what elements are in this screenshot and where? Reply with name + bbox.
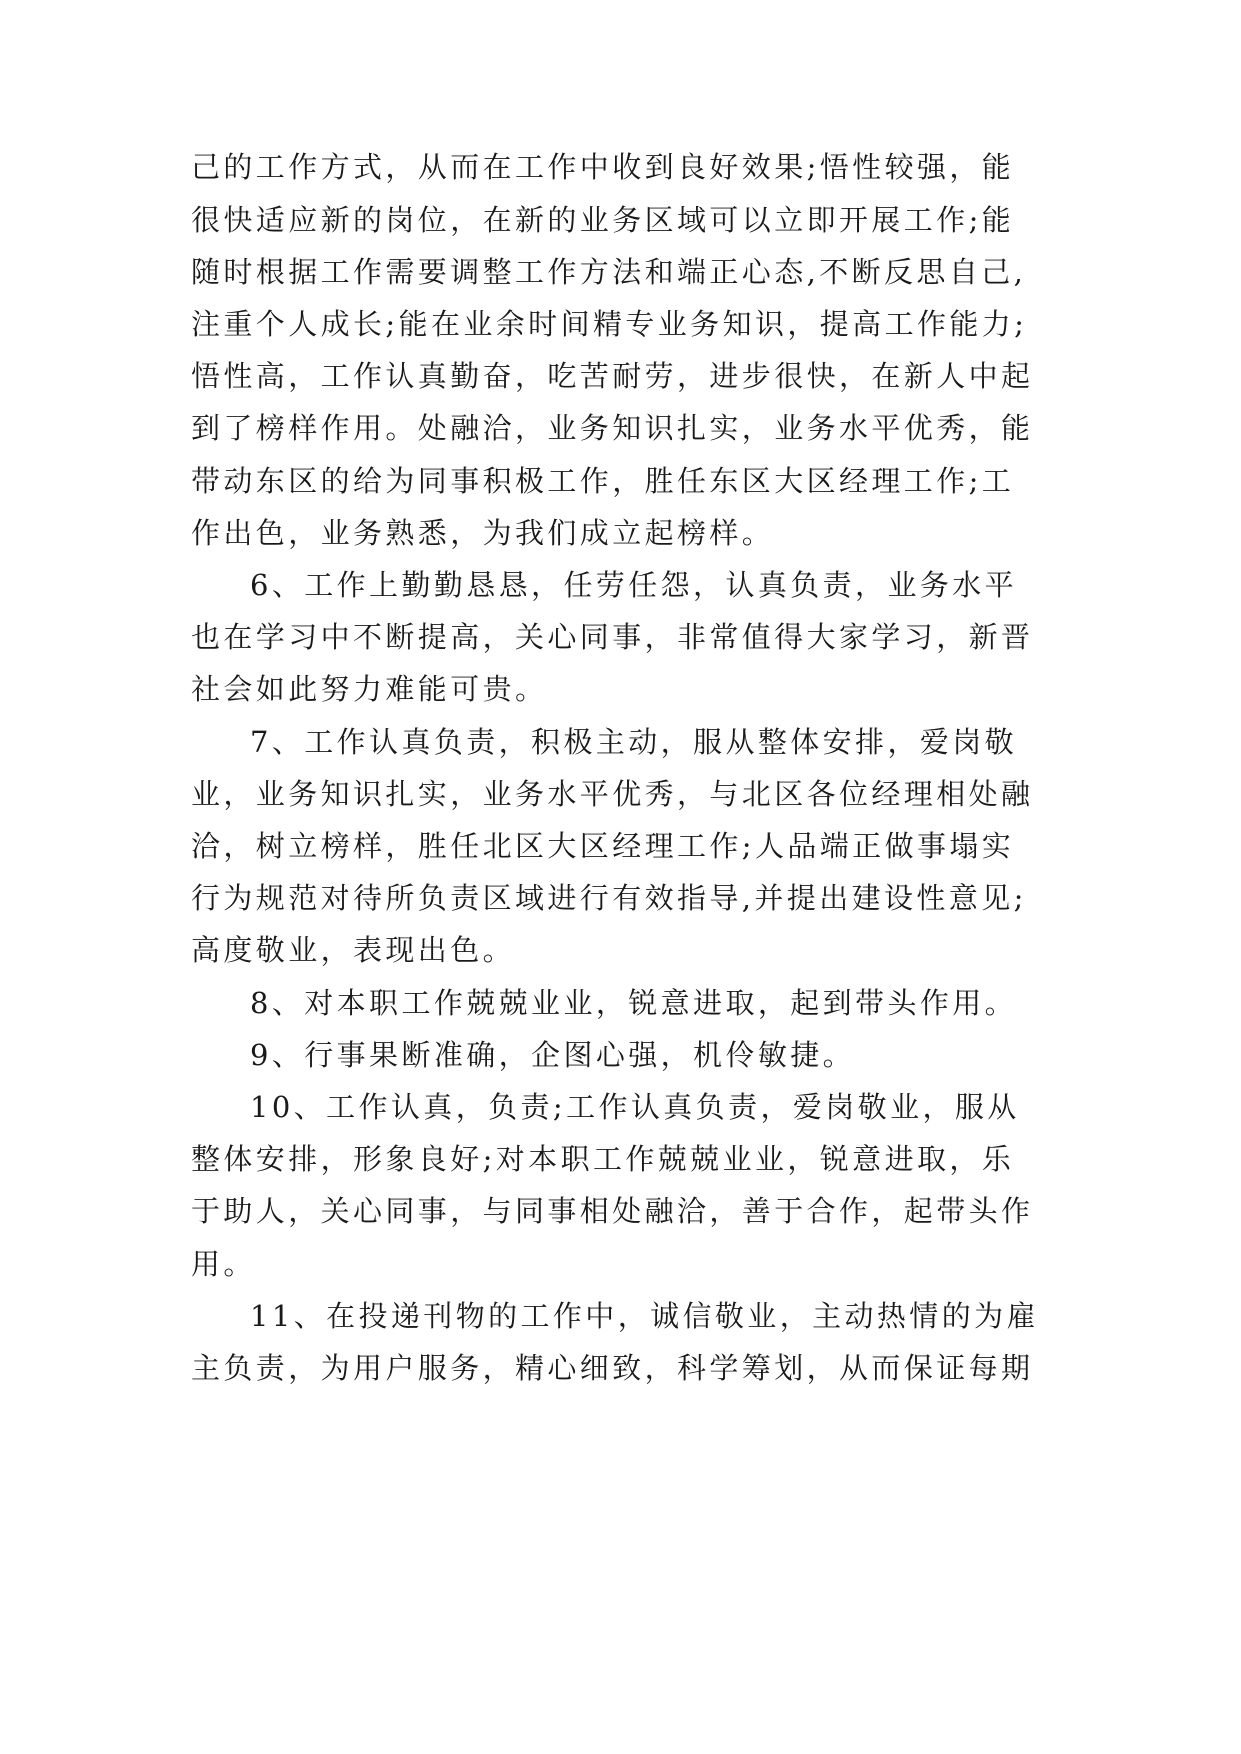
- paragraph-11-start: 11、在投递刊物的工作中，诚信敬业，主动热情的为雇: [250, 1299, 1039, 1333]
- text-line: 也在学习中不断提高，关心同事，非常值得大家学习，新晋: [191, 620, 1034, 654]
- text-line: 作出色，业务熟悉，为我们成立起榜样。: [191, 516, 775, 550]
- text-line: 于助人，关心同事，与同事相处融洽，善于合作，起带头作: [191, 1194, 1034, 1228]
- text-line: 到了榜样作用。处融洽，业务知识扎实，业务水平优秀，能: [191, 411, 1034, 445]
- text-line: 业，业务知识扎实，业务水平优秀，与北区各位经理相处融: [191, 777, 1034, 811]
- text-line: 很快适应新的岗位，在新的业务区域可以立即开展工作;能: [191, 203, 1015, 237]
- paragraph-6-start: 6、工作上勤勤恳恳，任劳任怨，认真负责，业务水平: [250, 568, 1018, 602]
- text-line: 高度敬业，表现出色。: [191, 933, 516, 967]
- text-line: 带动东区的给为同事积极工作，胜任东区大区经理工作;工: [191, 464, 1015, 498]
- text-line: 行为规范对待所负责区域进行有效指导,并提出建设性意见;: [191, 881, 1027, 915]
- paragraph-9: 9、行事果断准确，企图心强，机伶敏捷。: [250, 1038, 856, 1072]
- text-line: 己的工作方式，从而在工作中收到良好效果;悟性较强，能: [191, 150, 1015, 184]
- paragraph-10-start: 10、工作认真，负责;工作认真负责，爱岗敬业，服从: [250, 1090, 1020, 1124]
- paragraph-8: 8、对本职工作兢兢业业，锐意进取，起到带头作用。: [250, 986, 1018, 1020]
- text-line: 社会如此努力难能可贵。: [191, 672, 548, 706]
- text-line: 主负责，为用户服务，精心细致，科学筹划，从而保证每期: [191, 1351, 1034, 1385]
- paragraph-7-start: 7、工作认真负责，积极主动，服从整体安排，爱岗敬: [250, 725, 1018, 759]
- text-line: 注重个人成长;能在业余时间精专业务知识，提高工作能力;: [191, 307, 1028, 341]
- text-line: 整体安排，形象良好;对本职工作兢兢业业，锐意进取，乐: [191, 1142, 1015, 1176]
- text-line: 用。: [191, 1247, 256, 1281]
- text-line: 洽，树立榜样，胜任北区大区经理工作;人品端正做事塌实: [191, 829, 1015, 863]
- text-line: 悟性高，工作认真勤奋，吃苦耐劳，进步很快，在新人中起: [191, 359, 1034, 393]
- text-line: 随时根据工作需要调整工作方法和端正心态,不断反思自己,: [191, 255, 1027, 289]
